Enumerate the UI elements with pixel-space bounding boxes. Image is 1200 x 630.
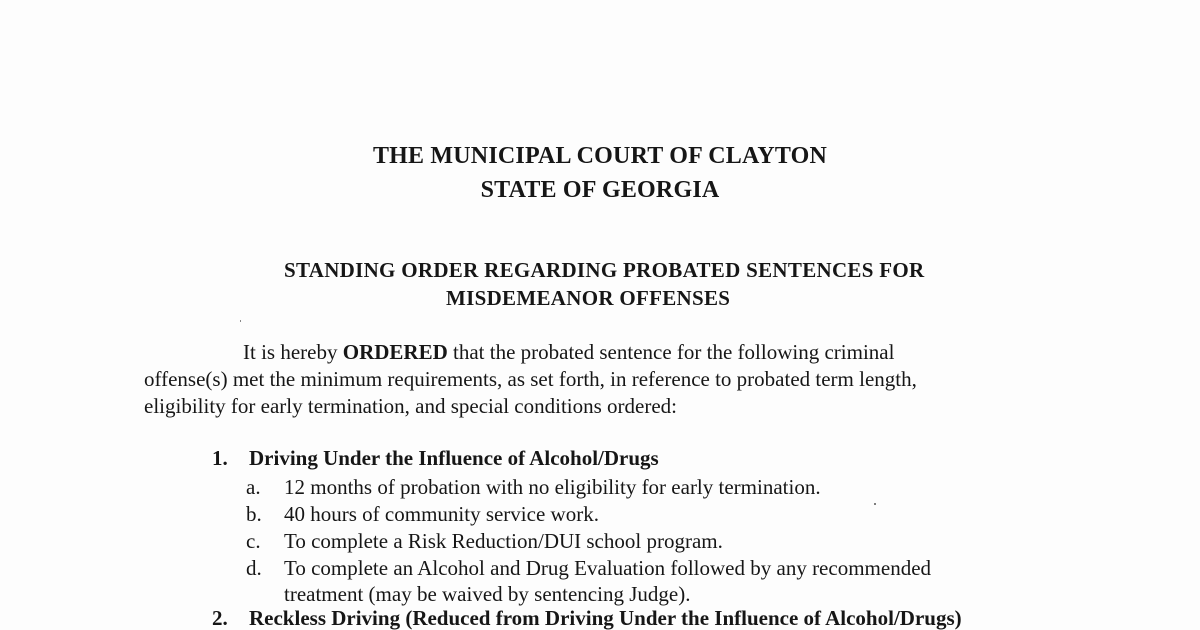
condition-letter: d. [246, 556, 262, 580]
scan-speck [874, 503, 876, 505]
condition-text: 12 months of probation with no eligibility for early termination. [284, 475, 821, 499]
scan-speck [240, 320, 241, 322]
order-title-line-1: STANDING ORDER REGARDING PROBATED SENTENCES FOR [284, 258, 925, 282]
intro-text-after: that the probated sentence for the following criminal [447, 340, 895, 364]
intro-line-2: offense(s) met the minimum requirements, as set forth, in reference to probated term length, [144, 367, 917, 391]
condition-letter: a. [246, 475, 261, 499]
court-name: THE MUNICIPAL COURT OF CLAYTON [372, 143, 828, 169]
state-name: STATE OF GEORGIA [480, 177, 720, 203]
condition-letter: c. [246, 529, 261, 553]
order-title-line-2: MISDEMEANOR OFFENSES [446, 286, 731, 310]
condition-letter: b. [246, 502, 262, 526]
condition-text-continuation: treatment (may be waived by sentencing Judge). [284, 582, 691, 606]
item-number: 1. [212, 446, 228, 470]
item-heading-dui: Driving Under the Influence of Alcohol/Drugs [249, 446, 659, 470]
item-heading-reckless-driving: Reckless Driving (Reduced from Driving Under the Influence of Alcohol/Drugs) [249, 606, 962, 630]
item-number: 2. [212, 606, 228, 630]
intro-line-1 [243, 340, 894, 365]
condition-text: To complete a Risk Reduction/DUI school program. [284, 529, 723, 553]
condition-text: To complete an Alcohol and Drug Evaluation followed by any recommended [284, 556, 932, 580]
intro-text-before: It is hereby [243, 340, 343, 364]
intro-ordered-bold: ORDERED [342, 340, 448, 364]
intro-line-3: eligibility for early termination, and special conditions ordered: [144, 394, 678, 418]
condition-text: 40 hours of community service work. [284, 502, 599, 526]
